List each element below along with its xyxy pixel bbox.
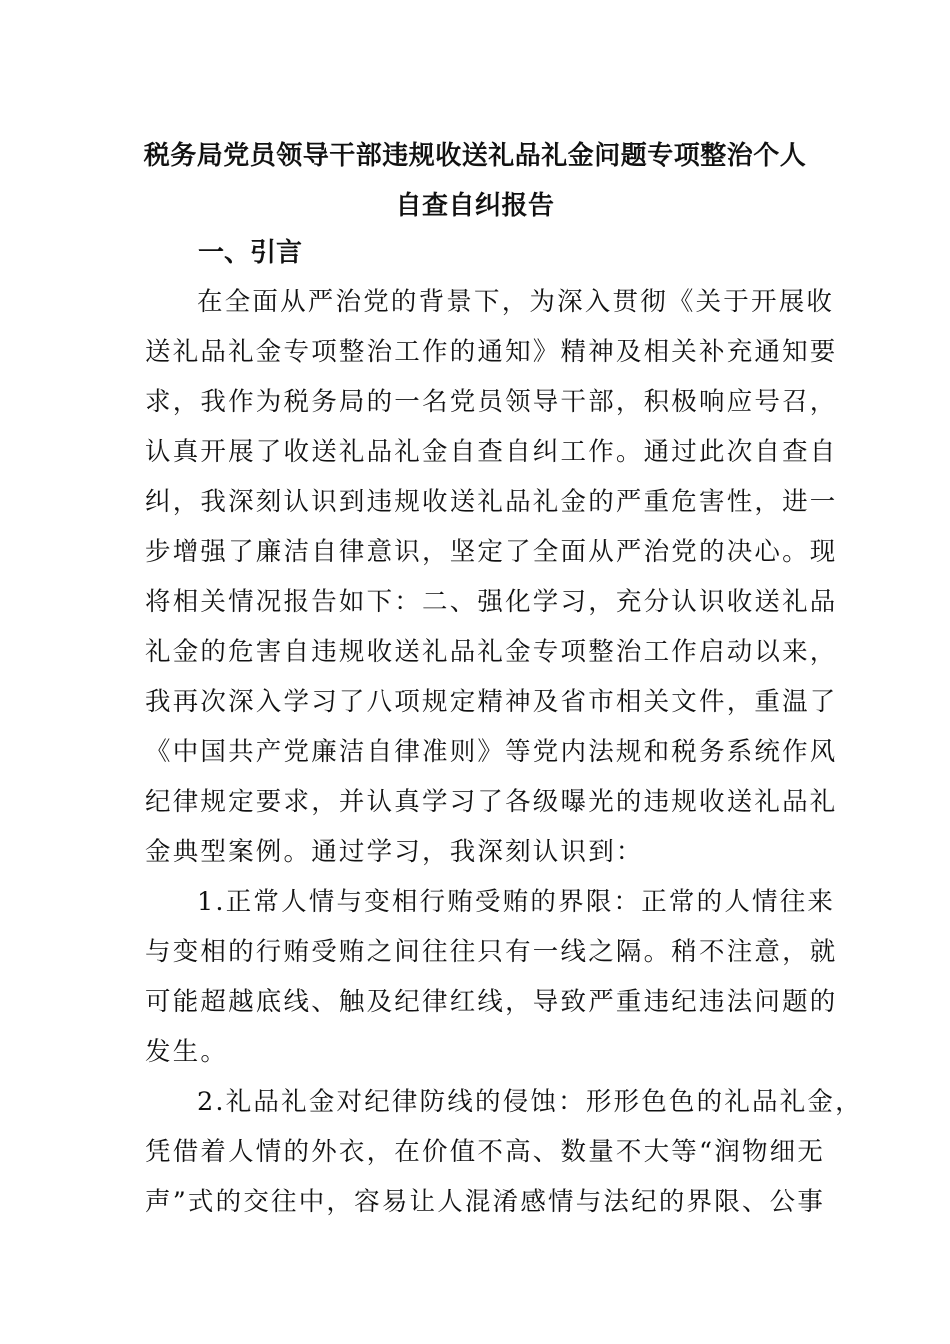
list-item-line: 与变相的行贿受贿之间往往只有一线之隔。稍不注意，就 [145, 937, 838, 967]
paragraph-line: 在全面从严治党的背景下，为深入贯彻《关于开展收 [197, 287, 835, 317]
paragraph-line: 送礼品礼金专项整治工作的通知》精神及相关补充通知要 [145, 337, 838, 367]
paragraph-line: 礼金的危害自违规收送礼品礼金专项整治工作启动以来， [145, 637, 838, 667]
document-title-line-1: 税务局党员领导干部违规收送礼品礼金问题专项整治个人 [143, 141, 807, 171]
paragraph-line: 纪律规定要求，并认真学习了各级曝光的违规收送礼品礼 [145, 787, 838, 817]
paragraph-line: 金典型案例。通过学习，我深刻认识到： [145, 837, 644, 867]
paragraph-line: 我再次深入学习了八项规定精神及省市相关文件，重温了 [145, 687, 838, 717]
list-item-line: 声”式的交往中，容易让人混淆感情与法纪的界限、公事 [145, 1187, 826, 1217]
list-item-line: 1.正常人情与变相行贿受贿的界限：正常的人情往来 [197, 887, 836, 917]
list-item-line: 发生。 [145, 1037, 229, 1067]
list-item-line: 2.礼品礼金对纪律防线的侵蚀：形形色色的礼品礼金， [197, 1087, 863, 1117]
paragraph-line: 纠，我深刻认识到违规收送礼品礼金的严重危害性，进一 [145, 487, 838, 517]
list-item-line: 凭借着人情的外衣，在价值不高、数量不大等“润物细无 [145, 1137, 826, 1167]
document-title-line-2: 自查自纠报告 [395, 191, 555, 221]
paragraph-line: 《中国共产党廉洁自律准则》等党内法规和税务系统作风 [145, 737, 838, 767]
section-heading-introduction: 一、引言 [198, 238, 303, 268]
paragraph-line: 求，我作为税务局的一名党员领导干部，积极响应号召， [145, 387, 838, 417]
paragraph-line: 将相关情况报告如下：二、强化学习，充分认识收送礼品 [145, 587, 838, 617]
paragraph-line: 认真开展了收送礼品礼金自查自纠工作。通过此次自查自 [145, 437, 838, 467]
list-item-line: 可能超越底线、触及纪律红线，导致严重违纪违法问题的 [145, 987, 838, 1017]
paragraph-line: 步增强了廉洁自律意识，坚定了全面从严治党的决心。现 [145, 537, 838, 567]
